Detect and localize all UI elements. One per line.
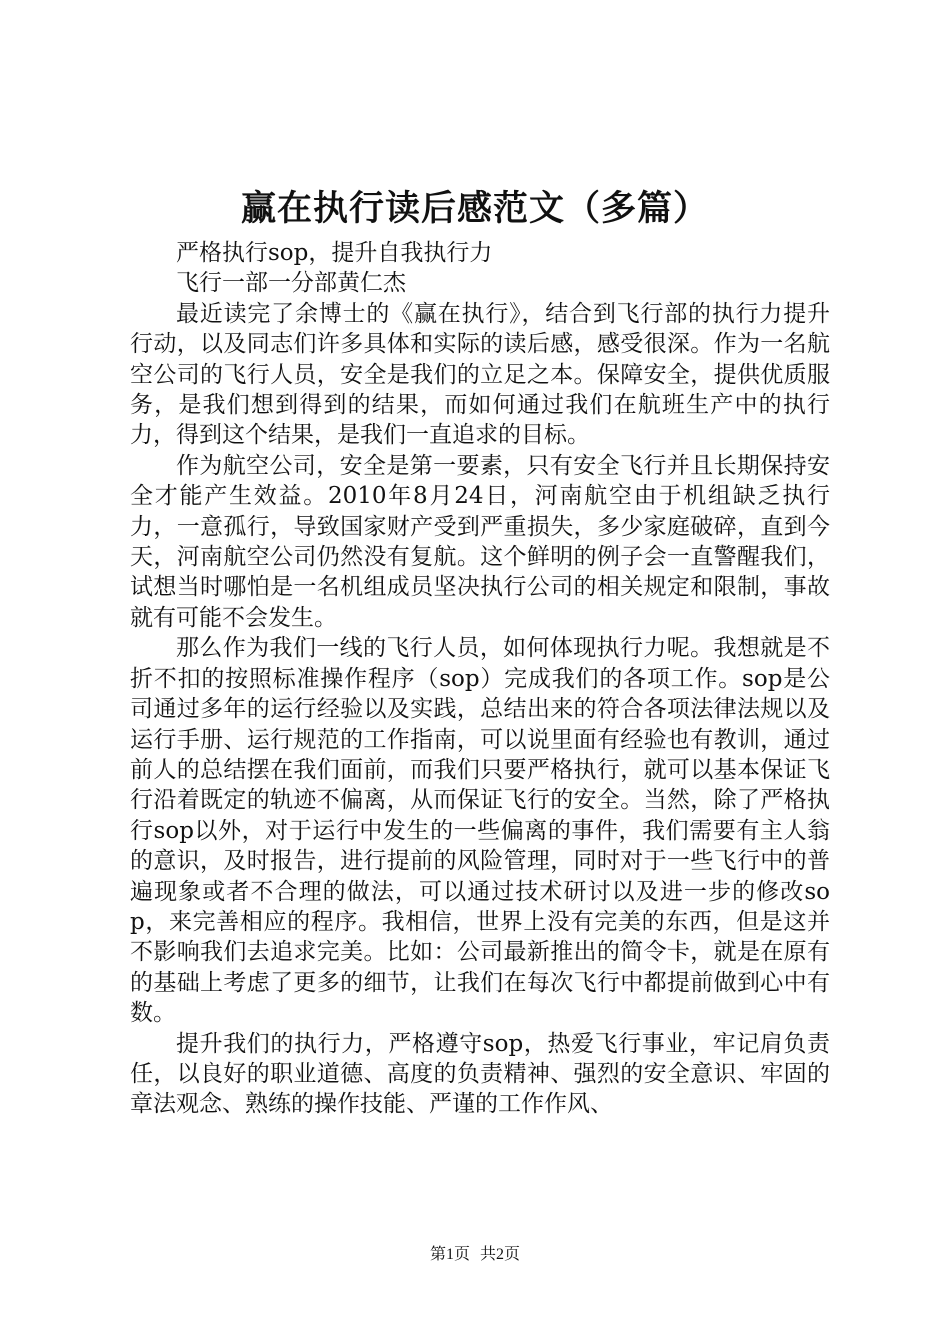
subtitle: 严格执行sop，提升自我执行力 bbox=[176, 240, 493, 266]
paragraph: 作为航空公司，安全是第一要素，只有安全飞行并且长期保持安全才能产生效益。2010年8月24日，河南航空由于机组缺乏执行力，一意孤行，导致国家财产受到严重损失，多少家庭破碎，直到今天，河南航空公司仍然没有复航。这个鲜明的例子会一直警醒我们，试想当时哪怕是一名机组成员坚决执行公司的相关规定和限制，事故就有可能不会发生。 bbox=[130, 452, 830, 631]
paragraph: 那么作为我们一线的飞行人员，如何体现执行力呢。我想就是不折不扣的按照标准操作程序（sop）完成我们的各项工作。sop是公司通过多年的运行经验以及实践，总结出来的符合各项法律法规以及运行手册、运行规范的工作指南，可以说里面有经验也有教训，通过前人的总结摆在我们面前，而我们只要严格执行，就可以基本保证飞行沿着既定的轨迹不偏离，从而保证飞行的安全。当然，除了严格执行sop以外，对于运行中发生的一些偏离的事件，我们需要有主人翁的意识，及时报告，进行提前的风险管理，同时对于一些飞行中的普遍现象或者不合理的做法，可以通过技术研讨以及进一步的修改sop，来完善相应的程序。我相信，世界上没有完美的东西，但是这并不影响我们去追求完美。比如：公司最新推出的简令卡，就是在原有的基础上考虑了更多的细节，让我们在每次飞行中都提前做到心中有数。 bbox=[130, 635, 830, 1027]
document-title: 赢在执行读后感范文（多篇） bbox=[240, 188, 709, 229]
author-line: 飞行一部一分部黄仁杰 bbox=[176, 270, 406, 297]
page-total: 共2页 bbox=[480, 1246, 521, 1263]
page-footer bbox=[0, 1245, 950, 1265]
paragraph: 最近读完了余博士的《赢在执行》，结合到飞行部的执行力提升行动，以及同志们许多具体和实际的读后感，感受很深。作为一名航空公司的飞行人员，安全是我们的立足之本。保障安全，提供优质服务，是我们想到得到的结果，而如何通过我们在航班生产中的执行力，得到这个结果，是我们一直追求的目标。 bbox=[130, 300, 830, 449]
paragraph: 提升我们的执行力，严格遵守sop，热爱飞行事业，牢记肩负责任，以良好的职业道德、高度的负责精神、强烈的安全意识、牢固的章法观念、熟练的操作技能、严谨的工作作风、 bbox=[130, 1030, 830, 1118]
document-body bbox=[130, 238, 830, 1120]
page-number: 第1页 bbox=[429, 1246, 470, 1263]
